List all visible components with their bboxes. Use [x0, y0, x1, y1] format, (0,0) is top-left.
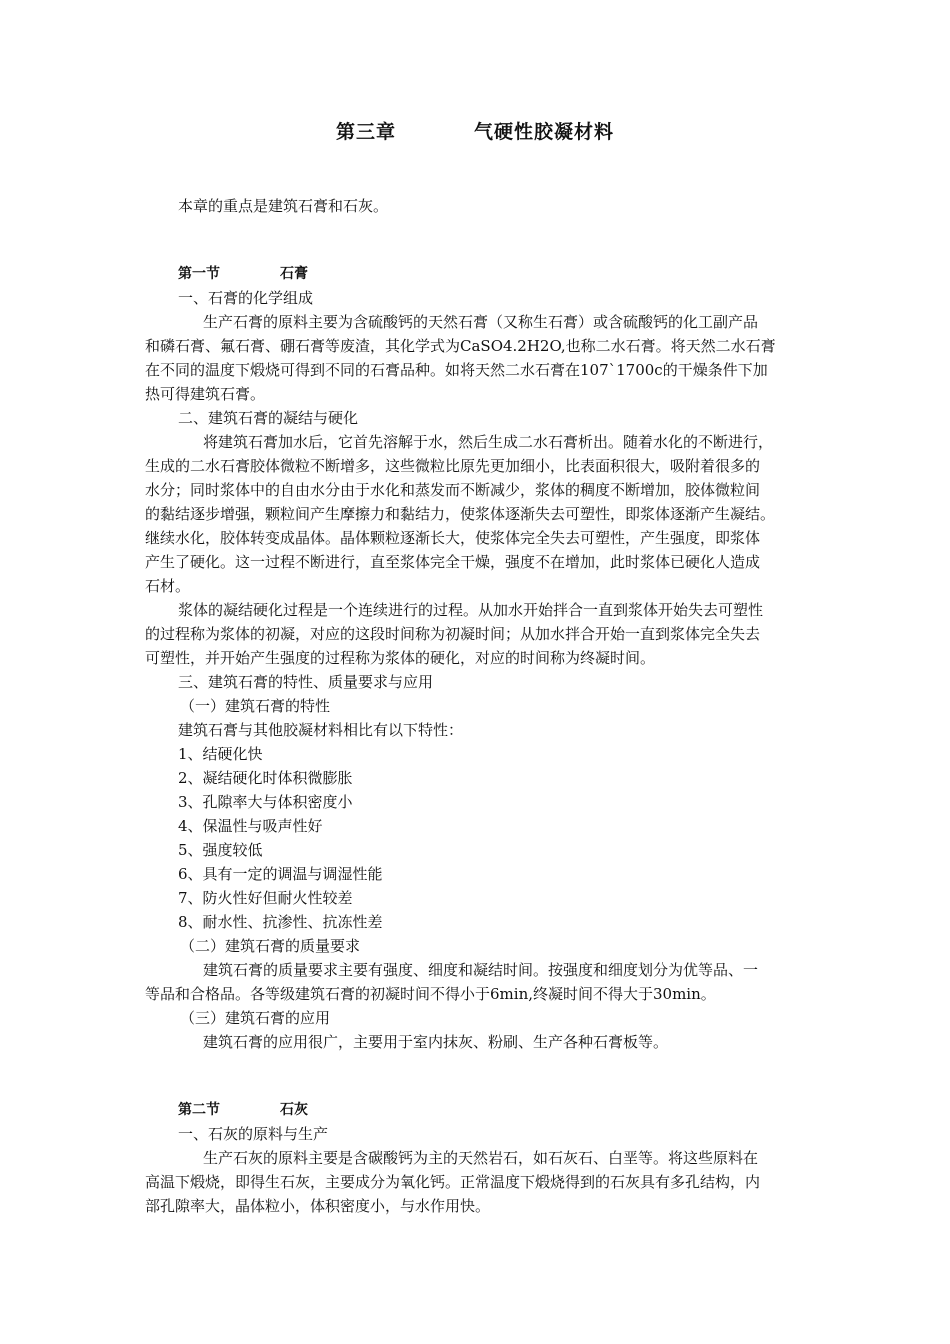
section-body [145, 286, 845, 1054]
section-body [145, 1122, 845, 1218]
section-label: 第一节 [178, 266, 220, 282]
text-line: 4、保温性与吸声性好 [178, 817, 323, 835]
text-line: 水分；同时浆体中的自由水分由于水化和蒸发而不断减少，浆体的稠度不断增加，胶体微粒间 [145, 481, 761, 499]
text-line: 在不同的温度下煅烧可得到不同的石膏品种。如将天然二水石膏在107`1700c的干燥条件下加 [145, 361, 768, 379]
section-title: 石膏 [280, 266, 308, 282]
text-line: （三）建筑石膏的应用 [180, 1009, 331, 1027]
section-title: 石灰 [280, 1102, 308, 1118]
text-line: 建筑石膏的应用很广，主要用于室内抹灰、粉刷、生产各种石膏板等。 [203, 1033, 669, 1051]
chapter-intro: 本章的重点是建筑石膏和石灰。 [178, 197, 389, 215]
text-line: 可塑性，并开始产生强度的过程称为浆体的硬化，对应的时间称为终凝时间。 [145, 649, 656, 667]
text-line: 将建筑石膏加水后，它首先溶解于水，然后生成二水石膏析出。随着水化的不断进行， [203, 433, 774, 451]
text-line: 一、石膏的化学组成 [178, 289, 314, 307]
text-line: 生产石灰的原料主要是含碳酸钙为主的天然岩石，如石灰石、白垩等。将这些原料在 [203, 1149, 759, 1167]
text-line: 的黏结逐步增强，颗粒间产生摩擦力和黏结力，使浆体逐渐失去可塑性，即浆体逐渐产生凝结。 [145, 505, 776, 523]
text-line: 产生了硬化。这一过程不断进行，直至浆体完全干燥，强度不在增加，此时浆体已硬化人造成 [145, 553, 761, 571]
chapter-number: 第三章 [335, 121, 396, 143]
text-line: 5、强度较低 [178, 841, 263, 859]
text-line: 二、建筑石膏的凝结与硬化 [178, 409, 359, 427]
text-line: 等品和合格品。各等级建筑石膏的初凝时间不得小于6min,终凝时间不得大于30min。 [145, 985, 716, 1003]
text-line: 石材。 [145, 577, 191, 595]
text-line: 的过程称为浆体的初凝，对应的这段时间称为初凝时间；从加水拌合开始一直到浆体完全失去 [145, 625, 761, 643]
text-line: 8、耐水性、抗渗性、抗冻性差 [178, 913, 383, 931]
section-label: 第二节 [178, 1102, 220, 1118]
text-line: 继续水化，胶体转变成晶体。晶体颗粒逐渐长大，使浆体完全失去可塑性，产生强度，即浆体 [145, 529, 761, 547]
section-heading [145, 1098, 845, 1122]
text-line: 建筑石膏与其他胶凝材料相比有以下特性： [178, 721, 464, 739]
text-line: 建筑石膏的质量要求主要有强度、细度和凝结时间。按强度和细度划分为优等品、一 [203, 961, 759, 979]
text-line: 3、孔隙率大与体积密度小 [178, 793, 353, 811]
text-line: 6、具有一定的调温与调湿性能 [178, 865, 383, 883]
text-line: 三、建筑石膏的特性、质量要求与应用 [178, 673, 434, 691]
text-line: 浆体的凝结硬化过程是一个连续进行的过程。从加水开始拌合一直到浆体开始失去可塑性 [178, 601, 764, 619]
text-line: 和磷石膏、氟石膏、硼石膏等废渣，其化学式为CaSO4.2H2O,也称二水石膏。将天然二水石膏 [145, 337, 776, 355]
text-line: 一、石灰的原料与生产 [178, 1125, 329, 1143]
text-line: 部孔隙率大，晶体粒小，体积密度小，与水作用快。 [145, 1197, 491, 1215]
chapter-name: 气硬性胶凝材料 [474, 121, 615, 143]
text-line: 高温下煅烧，即得生石灰，主要成分为氧化钙。正常温度下煅烧得到的石灰具有多孔结构，内 [145, 1173, 761, 1191]
chapter-title [0, 117, 950, 144]
text-line: 7、防火性好但耐火性较差 [178, 889, 353, 907]
text-line: 生成的二水石膏胶体微粒不断增多，这些微粒比原先更加细小，比表面积很大，吸附着很多的 [145, 457, 761, 475]
text-line: 生产石膏的原料主要为含硫酸钙的天然石膏（又称生石膏）或含硫酸钙的化工副产品 [203, 313, 759, 331]
section-lime [145, 1098, 845, 1218]
text-line: 热可得建筑石膏。 [145, 385, 266, 403]
text-line: （一）建筑石膏的特性 [180, 697, 331, 715]
section-gypsum [145, 262, 845, 1054]
section-heading [145, 262, 845, 286]
text-line: 1、结硬化快 [178, 745, 263, 763]
text-line: （二）建筑石膏的质量要求 [180, 937, 361, 955]
text-line: 2、凝结硬化时体积微膨胀 [178, 769, 353, 787]
